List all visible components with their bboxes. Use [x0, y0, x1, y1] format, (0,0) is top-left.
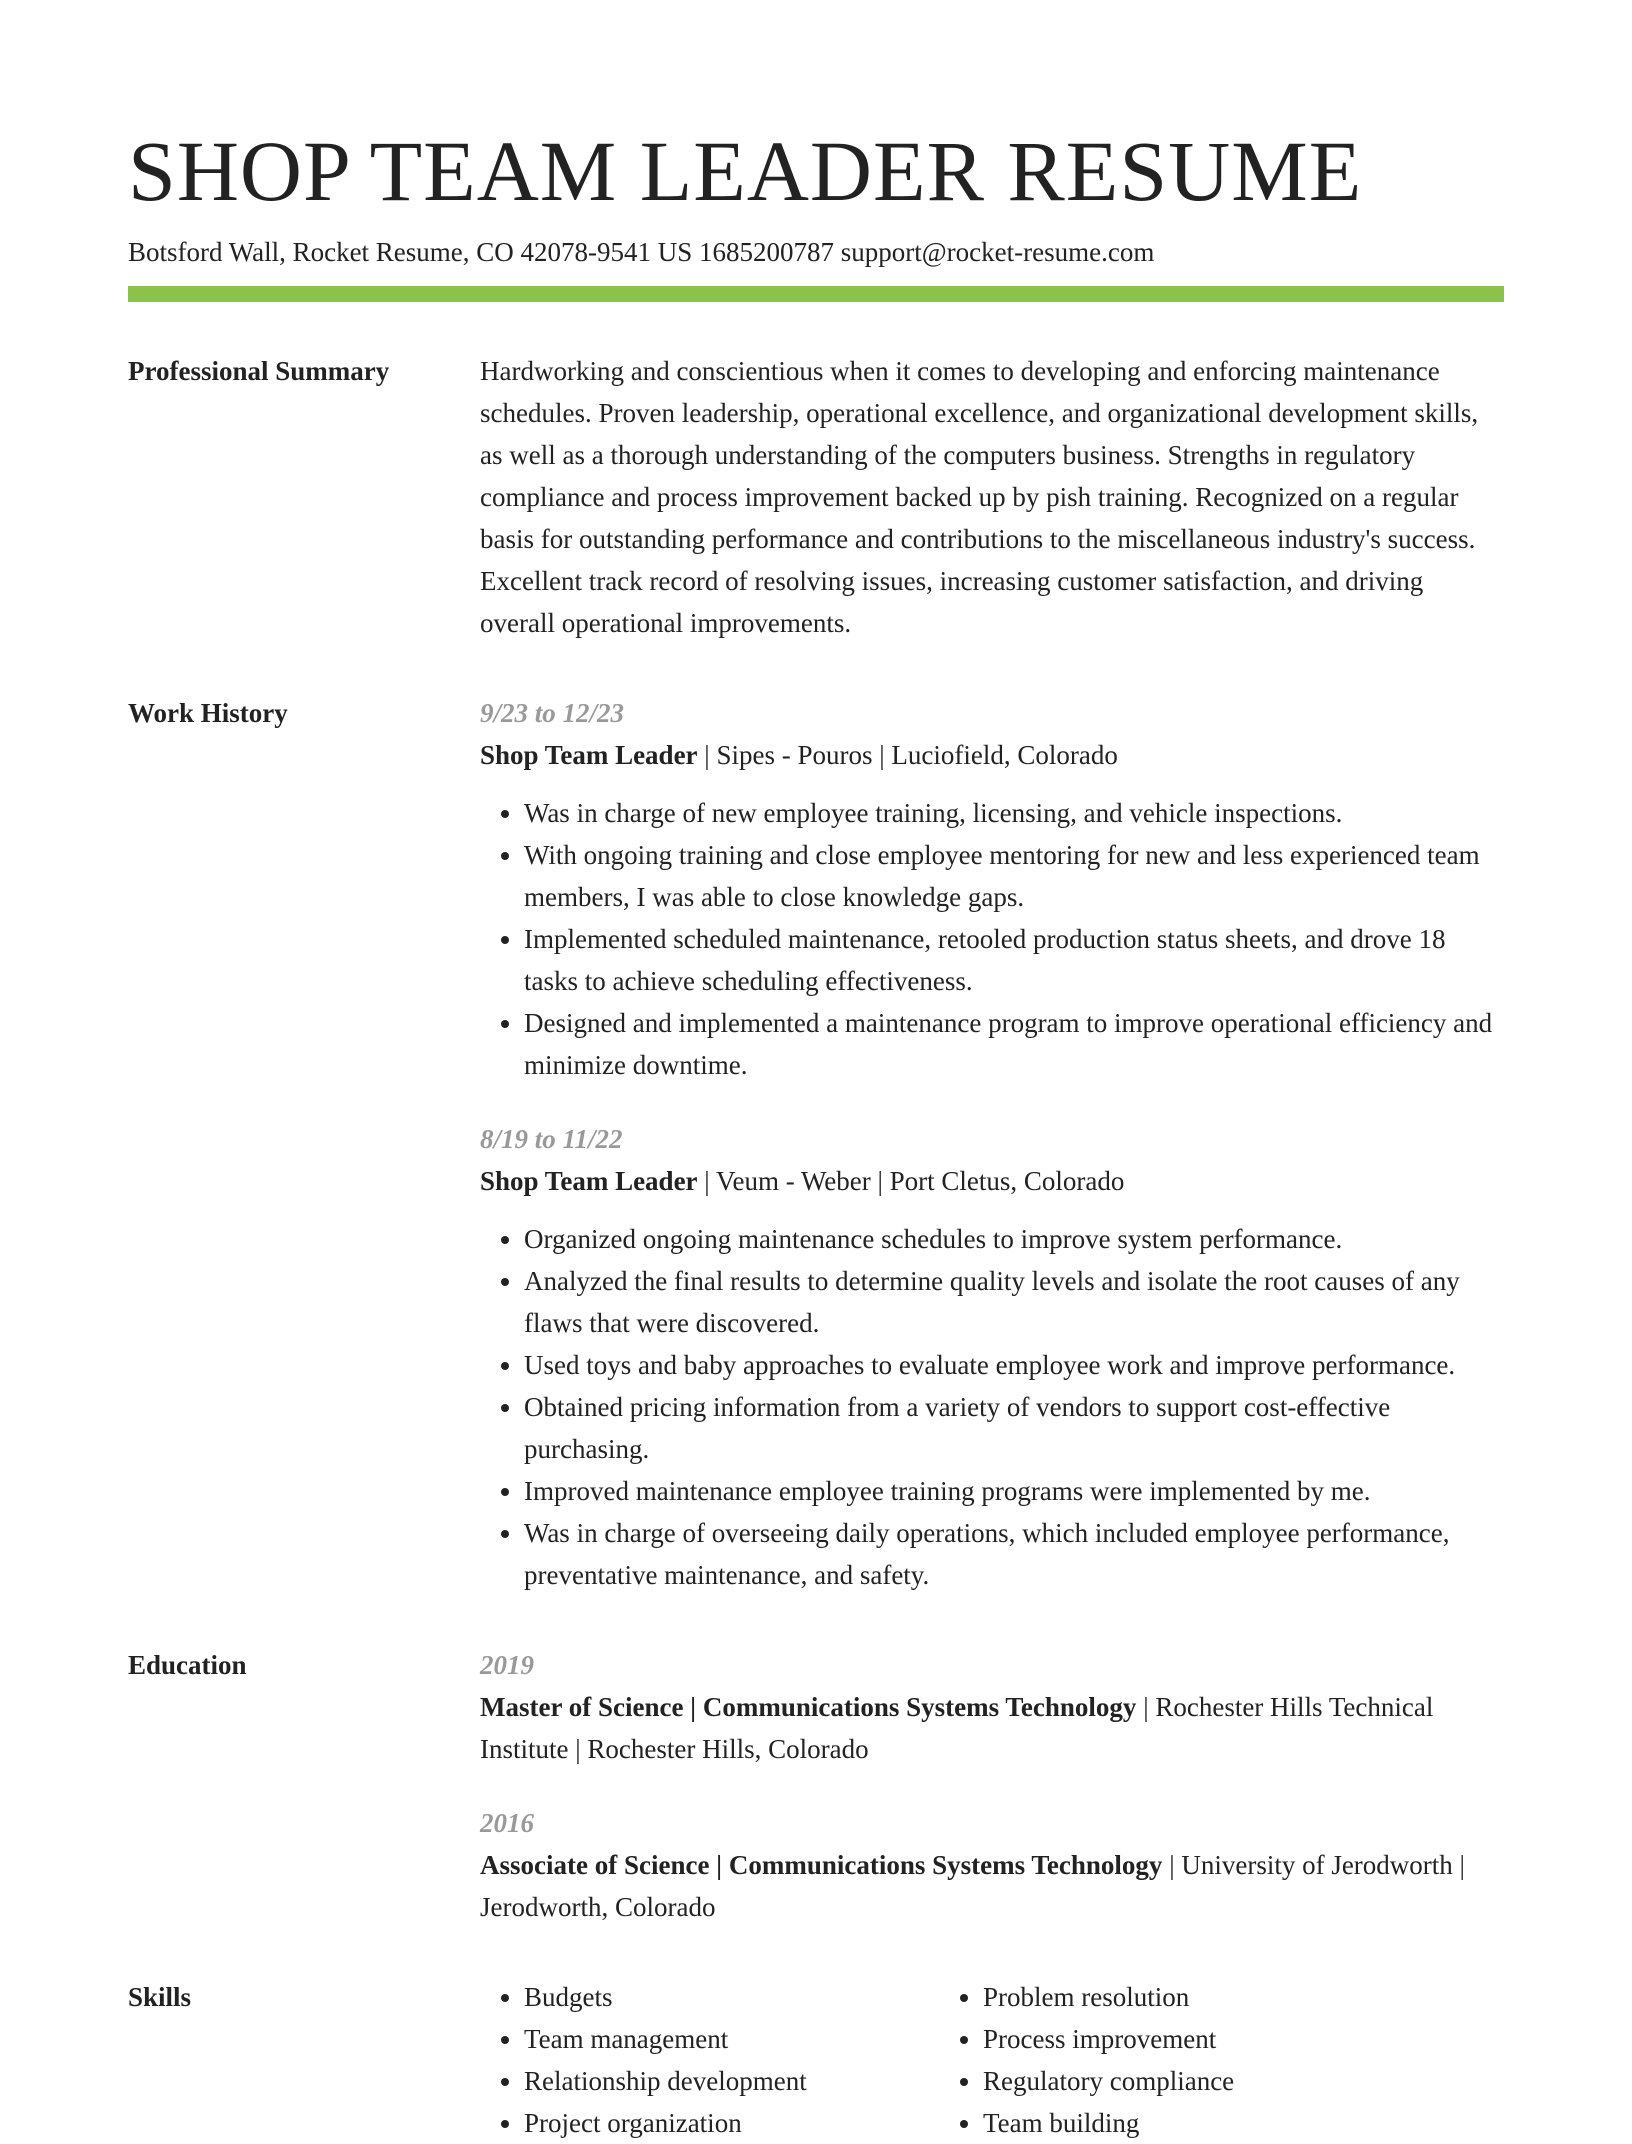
education-degree: Associate of Science | Communications Systems Technology	[480, 1850, 1163, 1880]
resume-page	[128, 116, 1504, 2144]
education-degree: Master of Science | Communications Systems Technology	[480, 1692, 1137, 1722]
summary-text: Hardworking and conscientious when it comes to developing and enforcing maintenance schedules. Proven leadership, operational excellence, and organizational development skills, as well as a thorough understanding of the computers business. Strengths in regulatory compliance and process improvement backed up by pish training. Recognized on a regular basis for outstanding performance and contributions to the miscellaneous industry's success. Excellent track record of resolving issues, increasing customer satisfaction, and driving overall operational improvements.	[480, 356, 1479, 638]
section-label-skills: Skills	[128, 1982, 192, 2012]
work-history-list	[480, 692, 1504, 1596]
skill-item: • Process improvement	[983, 2018, 1398, 2060]
resume-title: SHOP TEAM LEADER RESUME	[128, 123, 1363, 219]
job-role-line	[480, 734, 1504, 776]
skill-item: • Regulatory compliance	[983, 2060, 1398, 2102]
job-bullet: • Obtained pricing information from a variety of vendors to support cost-effective purchasing.	[524, 1386, 1504, 1470]
skill-item: • Problem resolution	[983, 1976, 1398, 2018]
skill-item: • Team building	[983, 2102, 1398, 2144]
summary-section	[128, 350, 1504, 644]
job-details: | Sipes - Pouros | Luciofield, Colorado	[697, 740, 1118, 770]
skill-item: • Project organization	[524, 2102, 939, 2144]
job-bullet: • Analyzed the final results to determine quality levels and isolate the root causes of any flaws that were discovered.	[524, 1260, 1504, 1344]
contact-line: Botsford Wall, Rocket Resume, CO 42078-9541 US 1685200787 support@rocket-resume.com	[128, 237, 1155, 267]
job-title: Shop Team Leader	[480, 740, 698, 770]
job-bullet: • Used toys and baby approaches to evaluate employee work and improve performance.	[524, 1344, 1504, 1386]
skills-column-right	[939, 1976, 1398, 2144]
skill-item: • Relationship development	[524, 2060, 939, 2102]
job-bullets	[480, 1218, 1504, 1596]
education-line	[480, 1686, 1504, 1770]
skill-item: • Team management	[524, 2018, 939, 2060]
education-section	[128, 1644, 1504, 1928]
job-details: | Veum - Weber | Port Cletus, Colorado	[697, 1166, 1125, 1196]
skills-section	[128, 1976, 1504, 2144]
job-role-line	[480, 1160, 1504, 1202]
job-bullet: • Implemented scheduled maintenance, retooled production status sheets, and drove 18 tasks to achieve scheduling effectiveness.	[524, 918, 1504, 1002]
work-history-section	[128, 692, 1504, 1596]
job-entry	[480, 1118, 1504, 1596]
education-details: | University of Jerodworth | Jerodworth, Colorado	[480, 1850, 1465, 1922]
section-label-education: Education	[128, 1650, 247, 1680]
job-bullet: • Designed and implemented a maintenance program to improve operational efficiency and minimize downtime.	[524, 1002, 1504, 1086]
skill-item: • Budgets	[524, 1976, 939, 2018]
job-bullet: • Was in charge of new employee training, licensing, and vehicle inspections.	[524, 792, 1504, 834]
skills-list	[480, 1976, 1504, 2144]
education-details: | Rochester Hills Technical Institute | Rochester Hills, Colorado	[480, 1692, 1434, 1764]
job-bullet: • Organized ongoing maintenance schedules to improve system performance.	[524, 1218, 1504, 1260]
education-year: 2016	[480, 1808, 534, 1838]
education-line	[480, 1844, 1504, 1928]
job-bullet: • Improved maintenance employee training programs were implemented by me.	[524, 1470, 1504, 1512]
section-label-work-history: Work History	[128, 698, 288, 728]
job-dates: 9/23 to 12/23	[480, 698, 625, 728]
job-dates: 8/19 to 11/22	[480, 1124, 623, 1154]
education-entry	[480, 1644, 1504, 1770]
education-list	[480, 1644, 1504, 1928]
education-year: 2019	[480, 1650, 534, 1680]
job-bullet: • Was in charge of overseeing daily operations, which included employee performance, preventative maintenance, and safety.	[524, 1512, 1504, 1596]
job-bullets	[480, 792, 1504, 1086]
skills-column-left	[480, 1976, 939, 2144]
job-bullet: • With ongoing training and close employee mentoring for new and less experienced team members, I was able to close knowledge gaps.	[524, 834, 1504, 918]
section-label-summary: Professional Summary	[128, 356, 390, 386]
education-entry	[480, 1802, 1504, 1928]
job-title: Shop Team Leader	[480, 1166, 698, 1196]
job-entry	[480, 692, 1504, 1086]
header-divider	[128, 286, 1504, 302]
